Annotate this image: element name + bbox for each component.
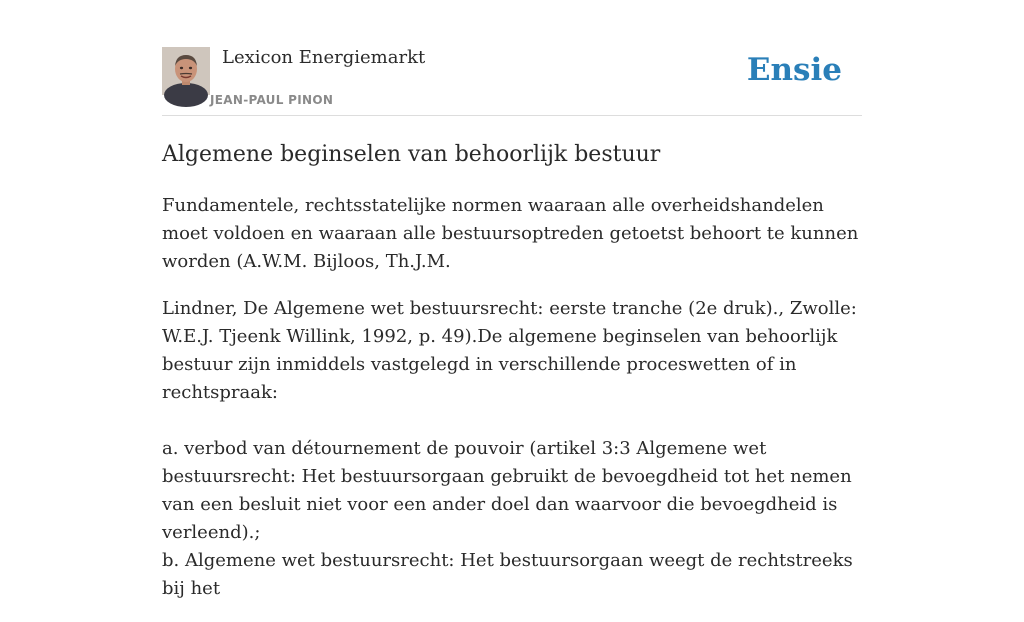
- article-paragraph: Lindner, De Algemene wet bestuursrecht: eerste tranche (2e druk)., Zwolle: W.E.J. Tjeenk Willink, 1992, p. 49).De algemene beginselen van behoorlijk bestuur zijn inmiddels vastgelegd in verschillende proceswetten of in rechtspraak: a. verbod van détournement de pouvoir (artikel 3:3 Algemene wet bestuursrecht: Het bestuursorgaan gebruikt de bevoegdheid tot het nemen van een besluit niet voor een ander doel dan waarvoor die bevoegdheid is verleend).; b. Algemene wet bestuursrecht: Het bestuursorgaan weegt de rechtstreeks bij het: [162, 298, 857, 599]
- article-body: [162, 192, 862, 622]
- author-name[interactable]: JEAN-PAUL PINON: [210, 93, 334, 107]
- author-photo-icon: [162, 47, 210, 95]
- source-title[interactable]: Lexicon Energiemarkt: [222, 47, 426, 68]
- article-paragraph: Fundamentele, rechtsstatelijke normen waaraan alle overheidshandelen moet voldoen en waaraan alle bestuursoptreden getoetst behoort te kunnen worden (A.W.M. Bijloos, Th.J.M.: [162, 195, 859, 272]
- brand-logo[interactable]: Ensie: [746, 52, 842, 88]
- header-divider: [162, 115, 862, 116]
- article-card: [162, 0, 862, 599]
- author-avatar[interactable]: [162, 47, 210, 95]
- article-title: Algemene beginselen van behoorlijk bestuur: [162, 142, 661, 167]
